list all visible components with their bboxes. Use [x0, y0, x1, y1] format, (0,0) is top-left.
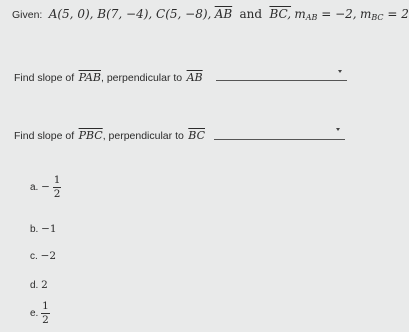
- q2-segment: $\overline{BC}$: [188, 129, 205, 142]
- slope-ab-value: = −2,: [317, 7, 357, 21]
- option-d-letter: d.: [30, 280, 39, 291]
- question-2: [14, 126, 205, 144]
- slope-bc-value: = 2: [383, 7, 409, 21]
- given-statement: [12, 7, 409, 22]
- option-b-value: −1: [41, 223, 57, 235]
- option-a-fraction: [53, 174, 62, 201]
- given-points: A(5, 0), B(7, −4), C(5, −8),: [48, 7, 212, 21]
- option-e-denominator: 2: [42, 314, 49, 326]
- q1-segment: $\overline{AB}$: [186, 71, 203, 84]
- given-segment-ab: $\overline{AB}$: [214, 7, 233, 21]
- chevron-down-icon[interactable]: [338, 70, 342, 73]
- option-c-value: −2: [40, 250, 57, 262]
- option-a-denominator: 2: [53, 188, 61, 200]
- given-label: Given:: [12, 9, 43, 21]
- option-d[interactable]: [30, 279, 48, 291]
- option-e-fraction: [41, 300, 50, 327]
- option-e-letter: e.: [30, 308, 39, 320]
- slope-ab-sub: AB: [305, 13, 318, 22]
- option-b-letter: b.: [30, 224, 39, 235]
- option-a-letter: a.: [30, 182, 39, 194]
- slope-bc-sub: BC: [371, 13, 384, 22]
- q2-line: $\overline{PBC}$: [78, 129, 103, 142]
- q1-line: $\overline{PAB}$: [78, 71, 101, 84]
- given-slope-bc: [360, 7, 409, 21]
- given-slope-ab: [294, 7, 356, 21]
- given-and: and: [239, 7, 263, 21]
- q1-answer-dropdown[interactable]: [216, 80, 347, 81]
- slope-ab-var: m: [294, 7, 306, 21]
- q1-prefix: Find slope of: [14, 72, 75, 84]
- q2-answer-dropdown[interactable]: [214, 139, 345, 140]
- q2-prefix: Find slope of: [14, 130, 75, 142]
- option-e[interactable]: [30, 300, 50, 327]
- option-e-numerator: 1: [42, 300, 49, 312]
- question-1: [14, 68, 203, 86]
- option-a-sign: −: [41, 181, 50, 194]
- option-a[interactable]: [30, 174, 61, 201]
- q2-middle: , perpendicular to: [102, 130, 184, 142]
- slope-bc-var: m: [359, 7, 372, 21]
- option-a-numerator: 1: [53, 174, 61, 186]
- chevron-down-icon[interactable]: [336, 128, 340, 131]
- option-c[interactable]: [30, 250, 56, 262]
- given-segment-bc: BC,: [269, 7, 292, 21]
- option-b[interactable]: [30, 223, 57, 235]
- option-c-letter: c.: [30, 251, 38, 262]
- q1-middle: , perpendicular to: [101, 72, 183, 84]
- option-d-value: 2: [41, 279, 48, 291]
